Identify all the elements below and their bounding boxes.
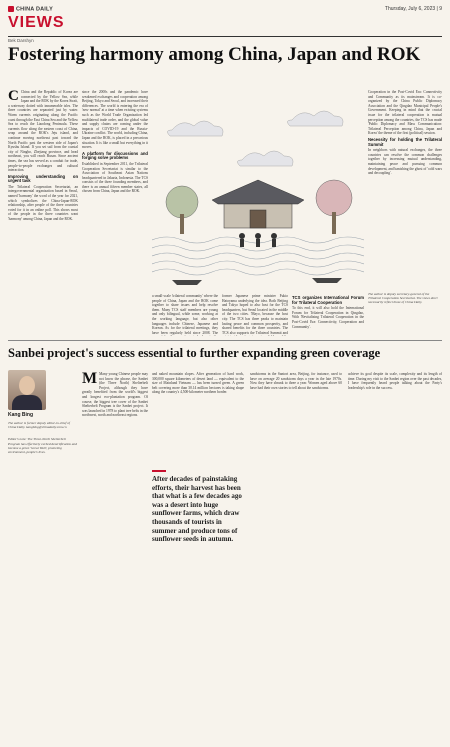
article-divider (8, 340, 442, 341)
brand-logo (8, 6, 53, 12)
col1-text: China and the Republic of Korea are connected by the Yellow Sea, while Japan and the ROK by the Korea Strait, a waterway dotted with innumerable isles. The three countries are separated just by water. Warm currents originating along the Pacific coast through the East China Sea and the Yellow Sea to reach the Liaodong Peninsula. These currents flow along the eastern coast of China, wrap around the ROK's Jeju island, and continue moving northeast past toward the North Pacific past the western side of Japan's Kyushu Island. If you set sail from the coastal city of Ningbo, Zhejiang province, and head northeast, you will reach Busan. Since ancient times, the sea has served as a conduit for trade, people-to-people exchanges and cultural interaction. (8, 90, 78, 173)
author-face (19, 376, 35, 395)
col4-body: To this end, it will also hold the International Forum for Trilateral Cooperation in Qingdao, With 'Revitalizing Trilateral Cooperation in the Post-Covid Era: Connectivity, Cooperation and Community'. (292, 306, 364, 329)
headline-2: Sanbei project's success essential to further expanding green coverage (8, 346, 381, 360)
brand-name: CHINA DAILY (16, 6, 53, 13)
subhead-1: Improving understanding on urgent task (8, 173, 78, 184)
col-a-text: Many young Chinese people may not know the phrase, the Sanbei (the Three North) Shelterbelt Project, although they have greatly benefited from the world's biggest and longest eco-plantation program. Of course, the biggest tree cover of the Sanbei Shelterbelt Program is the Sanbei project. It was launched in 1978 to plant tree belts in the northwest, north and northeast regions. (82, 372, 148, 418)
china-daily-logo-icon (8, 6, 14, 12)
col5-text: Cooperation in the Post-Covid Era: Connectivity and Community as its mainstream. It is co-organized by the China Public Diplomacy Association and the Qingdao Municipal People's Government. Keeping in mind that the crucial issue for the trilateral cooperation is mutual perception among the countries, the TCS has made 'Public Diplomacy and Mass Communication: Trilateral Perception among China, Japan and Korea' the theme of the first (political) session. (368, 90, 442, 136)
subhead-5: Necessity for holding the Trilateral Summit (368, 136, 442, 147)
col-d-text: achieve its goal despite its scale, complexity and its length of time. During my visit to the Sanbei region over the past decades, I have frequently heard people talking about the Party's leadership's role in the success. (348, 372, 442, 390)
byline: Bek Darshyn (8, 38, 34, 43)
col-c-text: sandstorms in the Santori area, Beijing, for instance, used to have on average 20 sandstorm days a year in the late 1970s. Now they have shrunk to three a year. Women aged above 60 have had their own stories to tell about the sandstorms. (250, 372, 342, 390)
article1-col3 (152, 294, 218, 336)
masthead (8, 4, 442, 14)
author-bio: The author is former deputy editor-in-chief of China Daily. kangbing@chinadaily.com.cn (8, 421, 70, 430)
subhead-2: A platform for discussions and forging solve problems (82, 150, 148, 161)
col4-text: former Japanese prime minister Fukio Hatoyama underlying the idea. Both Beijing and Tokyo hoped to also host for the TCS headquarters, but Seoul located in the middle of the two cities. 'Mayo, because the host city. The TCS has three peaks to maintain lasting peace and common prosperity, and shared benefits for the three countries. The TCS also supports the Trilateral Summit and (222, 294, 288, 335)
author-name: Kang Bing (8, 412, 33, 418)
article1-col5 (368, 90, 442, 288)
editor-note: Editor's note: The Three-North Shelterbelt Program has effectively curbed desertification and become a green 'Great Wall', protecting environment, people's lives. (8, 437, 77, 455)
article2-col4 (348, 372, 442, 742)
col-b-top: and naked mountain slopes. After generation of hard work, 300,000 square kilometers of desert land — equivalent to the size of Mainland Vietnam — has been turned green. A green belt covering more than 30.14 million hectares is taking shape along the country's 4,500-kilometer northern border. (152, 372, 244, 395)
section-title: VIEWS (8, 14, 65, 31)
subhead-4: TCS organizes International Forum for Trilateral Cooperation (292, 295, 364, 305)
author-photo (8, 370, 46, 410)
author-body (12, 395, 42, 410)
header-rule (8, 36, 442, 37)
article1-col4 (222, 294, 288, 336)
author-note: The author is deputy secretary-general of the Trilateral Cooperation Secretariat. The views don't necessarily reflect those of China Daily. (368, 292, 438, 305)
illustration (152, 90, 364, 290)
article1-col2 (82, 90, 148, 335)
article2-col2 (152, 372, 244, 467)
page-number: 9 (439, 6, 442, 12)
article1-col4b (292, 294, 364, 336)
col5-body: In neighbors with natural exchanges, the three countries can resolve the common challenges together by increasing mutual understanding, maintaining peace and pursuing common development, and banishing the ghost of 'cold wars and decoupling'. (368, 148, 442, 176)
col1-body: The Trilateral Cooperation Secretariat, an intergovernmental organization based in Seoul, named 'harmony' the word of the year for 2021, which symbolizes the China-Japan-ROK relationship, after people of the three countries voted for it in an online poll. This shows most of the people in the three countries want 'harmony' among China, Japan and the ROK. (8, 184, 78, 222)
col3-text: a small-scale 'trilateral community' where the people of China, Japan and the ROK come together to share issues and help resolve them. Many TCS staff members are young and only bilingual, while some, working at the working language, but also other languages include Chinese, Japanese and Korean. As for the trilateral meetings, they have been regularly held since 2008. The (152, 294, 218, 335)
issue-date: Thursday, July 6, 2023 | 9 (384, 6, 442, 12)
dropcap-2: M (82, 372, 98, 387)
date-text: Thursday, July 6, 2023 (384, 6, 436, 12)
article1-col1 (8, 90, 78, 335)
author-box (8, 370, 78, 454)
article2-col1 (82, 372, 148, 742)
dropcap: C (8, 90, 19, 104)
pull-quote (152, 470, 244, 544)
article2-col3 (250, 372, 342, 742)
pull-quote-bar (152, 470, 166, 472)
col2-body: Established in September 2011, the Trilateral Cooperation Secretariat is similar to the Association of Southeast Asian Nations headquartered in Jakarta, Indonesia. The TCS consists of the three founding members, and there is an annual fifteen member states, all chosen from China, Japan and the ROK. (82, 161, 148, 194)
pull-quote-text: After decades of painstaking efforts, their harvest has been that what is a few decades ago was a desert into huge sunflower farms, which draw thousands of tourists in summer and produce tons of sunflower seeds in autumn. (152, 475, 242, 544)
col2-text: since the 2000s and the pandemic have weakened exchanges and cooperation among Beijing, Tokyo and Seoul, and increased their differences. The world is entering the era of 'new normal' at a time when existing systems such as the World Trade Organization led multilateral trade order, and the global value and supply chains are coming under the impacts of COVID-19 and the Russia-Ukraine conflict. The world, including China, Japan and the ROK, is placed in a precarious situation. It is like a small but everything in it moves. (82, 90, 148, 150)
headline: Fostering harmony among China, Japan and ROK (8, 44, 421, 65)
